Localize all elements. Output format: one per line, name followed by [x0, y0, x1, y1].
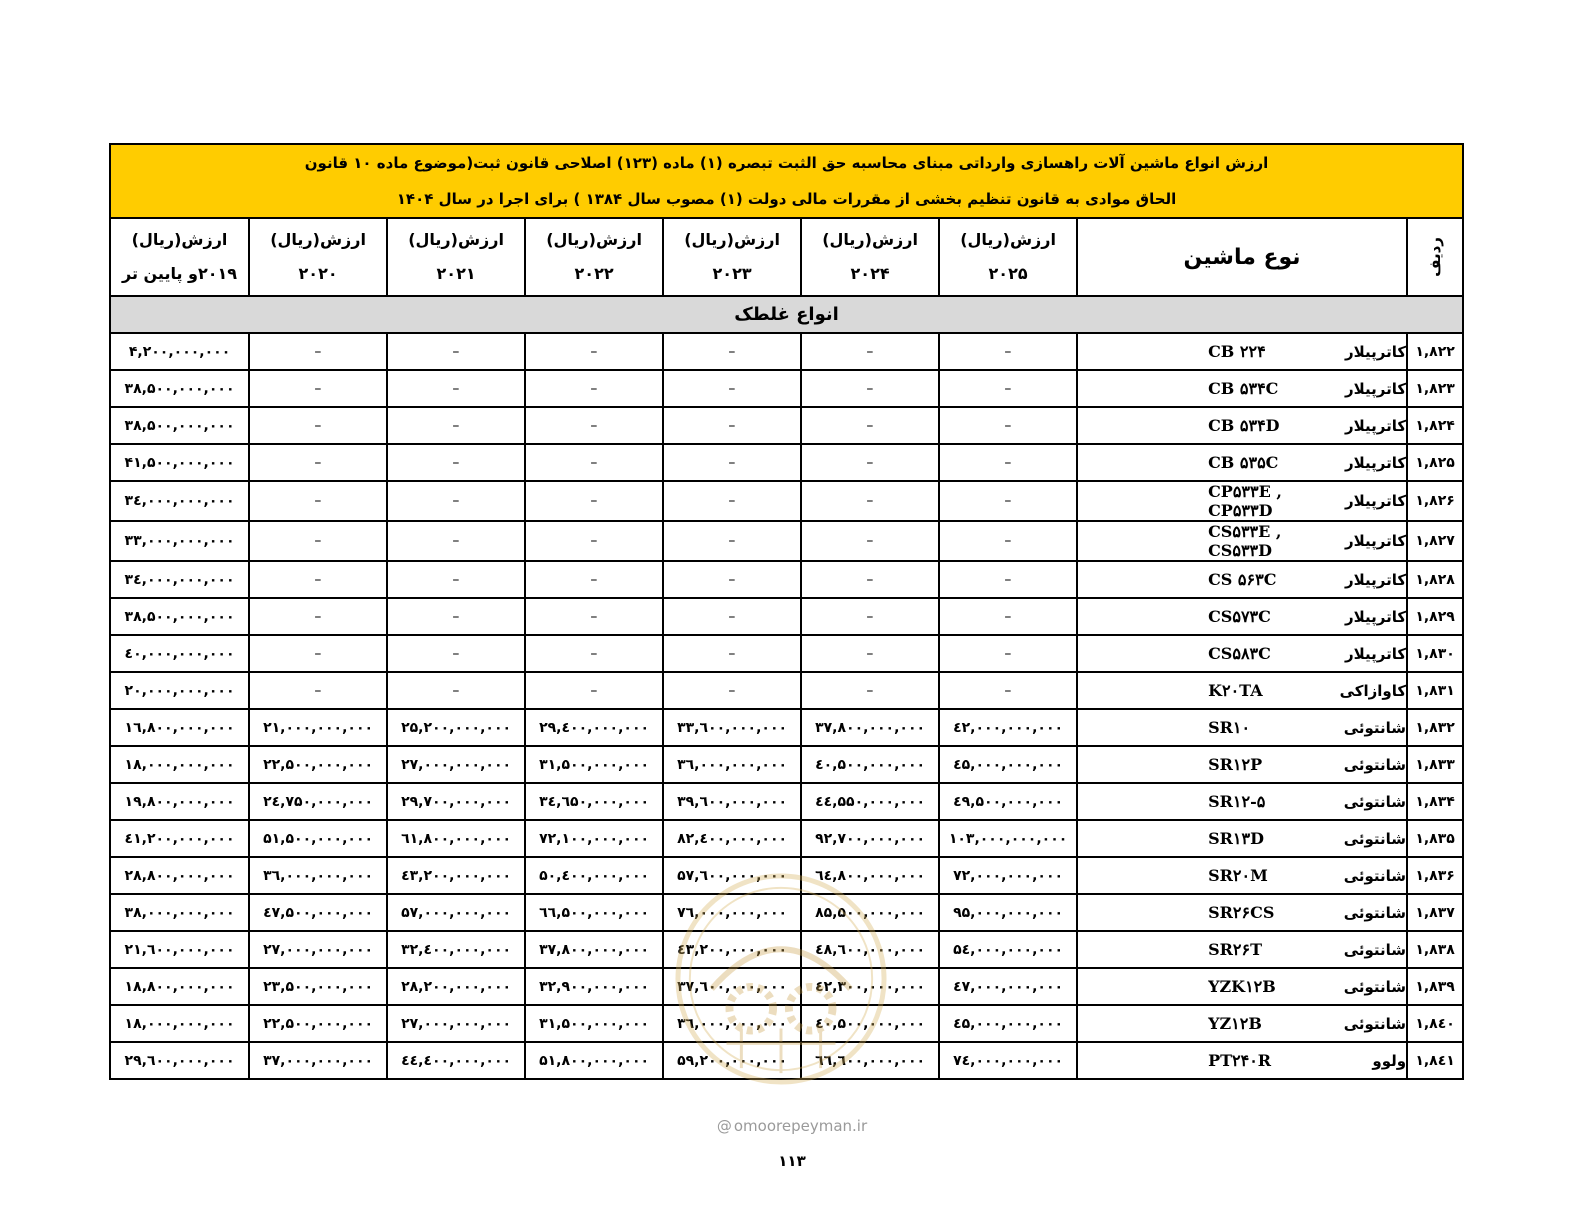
value-cell: – [387, 598, 525, 635]
brand-name: کاوازاکی [1339, 681, 1407, 700]
table-row [110, 444, 1463, 481]
value-cell: – [939, 561, 1077, 598]
value-cell: ۳٤,٦۵۰,۰۰۰,۰۰۰ [525, 783, 663, 820]
table-row [110, 521, 1463, 561]
value-cell: ۳۳,۰۰۰,۰۰۰,۰۰۰ [110, 521, 249, 561]
section-title: انواع غلطک [110, 296, 1463, 333]
value-cell: ۱۸,۰۰۰,۰۰۰,۰۰۰ [110, 746, 249, 783]
value-cell: ۲۲,۵۰۰,۰۰۰,۰۰۰ [249, 1005, 387, 1042]
row-number: ۱,۸۲۸ [1407, 561, 1463, 598]
machine-cell [1077, 444, 1407, 481]
value-cell: ۳۲,۹۰۰,۰۰۰,۰۰۰ [525, 968, 663, 1005]
row-number: ۱,۸۳۲ [1407, 709, 1463, 746]
value-cell: – [525, 370, 663, 407]
machine-cell [1077, 931, 1407, 968]
table-row [110, 481, 1463, 521]
brand-name: شانتوئی [1343, 829, 1407, 848]
year-header: ارزش(ریال) ۲۰۲۲ [525, 218, 663, 296]
machine-cell [1077, 857, 1407, 894]
value-cell: ۷۲,۱۰۰,۰۰۰,۰۰۰ [525, 820, 663, 857]
value-cell: ٤۹,۵۰۰,۰۰۰,۰۰۰ [939, 783, 1077, 820]
value-cell: – [939, 672, 1077, 709]
year-header: ارزش(ریال) ۲۰۲۰ [249, 218, 387, 296]
brand-name: کاترپیلار [1344, 379, 1407, 398]
value-cell: ٤۰,۵۰۰,۰۰۰,۰۰۰ [801, 1005, 939, 1042]
value-cell: – [663, 635, 801, 672]
brand-name: کاترپیلار [1344, 570, 1407, 589]
value-cell: ٤۰,۰۰۰,۰۰۰,۰۰۰ [110, 635, 249, 672]
value-cell: – [387, 444, 525, 481]
value-cell: – [939, 635, 1077, 672]
value-cell: ۵۱,۵۰۰,۰۰۰,۰۰۰ [249, 820, 387, 857]
value-cell: ٦۱,۸۰۰,۰۰۰,۰۰۰ [387, 820, 525, 857]
value-cell: ۳۷,۸۰۰,۰۰۰,۰۰۰ [801, 709, 939, 746]
value-cell: – [939, 370, 1077, 407]
value-cell: – [525, 521, 663, 561]
value-cell: ۳۹,٦۰۰,۰۰۰,۰۰۰ [663, 783, 801, 820]
radif-header: ردیف [1407, 218, 1463, 296]
title-line-2: الحاق موادی به قانون تنظیم بخشی از مقررات مالی دولت (۱) مصوب سال ۱۳۸۴ ) برای اجرا در سال ۱۴۰۴ [396, 190, 1177, 208]
value-cell: – [663, 672, 801, 709]
machine-cell [1077, 746, 1407, 783]
value-cell: ۳۷,۰۰۰,۰۰۰,۰۰۰ [249, 1042, 387, 1079]
value-cell: – [525, 672, 663, 709]
machine-cell [1077, 521, 1407, 561]
machine-cell [1077, 407, 1407, 444]
value-cell: – [387, 561, 525, 598]
page-number: ۱۱۳ [778, 1152, 806, 1170]
machine-cell [1077, 481, 1407, 521]
value-cell: ۲۳,۵۰۰,۰۰۰,۰۰۰ [249, 968, 387, 1005]
value-cell: ۷۲,۰۰۰,۰۰۰,۰۰۰ [939, 857, 1077, 894]
row-number: ۱,۸۲۶ [1407, 481, 1463, 521]
table-row [110, 894, 1463, 931]
row-number: ۱,۸۳۹ [1407, 968, 1463, 1005]
brand-name: کاترپیلار [1344, 453, 1407, 472]
machine-cell [1077, 333, 1407, 370]
year-header: ارزش(ریال) ۲۰۲۱ [387, 218, 525, 296]
value-cell: – [249, 481, 387, 521]
machine-cell [1077, 968, 1407, 1005]
value-cell: ۲۰,۰۰۰,۰۰۰,۰۰۰ [110, 672, 249, 709]
model-name: SR۲۶T [1208, 940, 1263, 959]
value-cell: ۲۸,۸۰۰,۰۰۰,۰۰۰ [110, 857, 249, 894]
value-cell: – [801, 672, 939, 709]
value-cell: ۱۰۳,۰۰۰,۰۰۰,۰۰۰ [939, 820, 1077, 857]
model-name: SR۱۲-۵ [1208, 792, 1266, 811]
machine-cell [1077, 598, 1407, 635]
row-number: ۱,۸۲۲ [1407, 333, 1463, 370]
model-name: SR۱۳D [1208, 829, 1264, 848]
machine-cell [1077, 370, 1407, 407]
value-cell: – [387, 635, 525, 672]
value-cell: – [939, 444, 1077, 481]
model-name: K۲۰TA [1208, 681, 1263, 700]
value-cell: – [249, 635, 387, 672]
model-name: CS۵۸۳C [1208, 644, 1271, 663]
value-cell: – [939, 481, 1077, 521]
value-cell: – [249, 370, 387, 407]
value-cell: ۲۷,۰۰۰,۰۰۰,۰۰۰ [387, 1005, 525, 1042]
value-cell: ٤۳,۲۰۰,۰۰۰,۰۰۰ [387, 857, 525, 894]
value-cell: – [387, 672, 525, 709]
value-cell: – [801, 561, 939, 598]
value-cell: ۳٦,۰۰۰,۰۰۰,۰۰۰ [663, 746, 801, 783]
value-cell: ۲۲,۵۰۰,۰۰۰,۰۰۰ [249, 746, 387, 783]
value-cell: ٤۵,۰۰۰,۰۰۰,۰۰۰ [939, 1005, 1077, 1042]
value-cell: ۳۳,٦۰۰,۰۰۰,۰۰۰ [663, 709, 801, 746]
row-number: ۱,۸۲۵ [1407, 444, 1463, 481]
value-cell: ۱۸,۸۰۰,۰۰۰,۰۰۰ [110, 968, 249, 1005]
value-cell: ۵۹,۲۰۰,۰۰۰,۰۰۰ [663, 1042, 801, 1079]
table-row [110, 333, 1463, 370]
value-cell: – [801, 370, 939, 407]
row-number: ۱,۸۳۶ [1407, 857, 1463, 894]
row-number: ۱,۸۳۸ [1407, 931, 1463, 968]
value-cell: – [801, 598, 939, 635]
value-cell: – [525, 598, 663, 635]
value-cell: – [801, 407, 939, 444]
value-cell: ۲۱,٦۰۰,۰۰۰,۰۰۰ [110, 931, 249, 968]
machine-cell [1077, 672, 1407, 709]
table-row [110, 857, 1463, 894]
value-cell: ٤۱,۲۰۰,۰۰۰,۰۰۰ [110, 820, 249, 857]
row-number: ۱,۸٤۱ [1407, 1042, 1463, 1079]
machine-cell [1077, 709, 1407, 746]
value-cell: ٤۷,۵۰۰,۰۰۰,۰۰۰ [249, 894, 387, 931]
value-cell: ۱۸,۰۰۰,۰۰۰,۰۰۰ [110, 1005, 249, 1042]
value-cell: ۳۸,۰۰۰,۰۰۰,۰۰۰ [110, 894, 249, 931]
valuation-table [109, 143, 1464, 1080]
value-cell: ٦٦,۵۰۰,۰۰۰,۰۰۰ [525, 894, 663, 931]
machine-cell [1077, 783, 1407, 820]
value-cell: – [525, 407, 663, 444]
row-number: ۱,۸۳۱ [1407, 672, 1463, 709]
table-row [110, 968, 1463, 1005]
value-cell: – [939, 407, 1077, 444]
value-cell: – [525, 481, 663, 521]
value-cell: ۹۲,۷۰۰,۰۰۰,۰۰۰ [801, 820, 939, 857]
row-number: ۱,۸۳۴ [1407, 783, 1463, 820]
value-cell: ٤۵,۰۰۰,۰۰۰,۰۰۰ [939, 746, 1077, 783]
brand-name: کاترپیلار [1344, 644, 1407, 663]
row-number: ۱,۸۲۹ [1407, 598, 1463, 635]
machine-cell [1077, 1042, 1407, 1079]
value-cell: ۲٤,۷۵۰,۰۰۰,۰۰۰ [249, 783, 387, 820]
value-cell: ۲۷,۰۰۰,۰۰۰,۰۰۰ [387, 746, 525, 783]
table-row [110, 1005, 1463, 1042]
row-number: ۱,۸۳۰ [1407, 635, 1463, 672]
value-cell: – [387, 407, 525, 444]
value-cell: – [663, 598, 801, 635]
value-cell: – [387, 481, 525, 521]
brand-name: کاترپیلار [1344, 532, 1407, 550]
value-cell: – [801, 635, 939, 672]
value-cell: ۳۸,۵۰۰,۰۰۰,۰۰۰ [110, 407, 249, 444]
value-cell: – [663, 333, 801, 370]
value-cell: – [663, 407, 801, 444]
value-cell: ۵۷,٦۰۰,۰۰۰,۰۰۰ [663, 857, 801, 894]
value-cell: ۵۷,۰۰۰,۰۰۰,۰۰۰ [387, 894, 525, 931]
value-cell: ۷٤,۰۰۰,۰۰۰,۰۰۰ [939, 1042, 1077, 1079]
title-line-1: ارزش انواع ماشین آلات راهسازی وارداتی مبنای محاسبه حق الثبت تبصره (۱) ماده (۱۲۳) اصلاحی قانون ثبت(موضوع ماده ۱۰ قانون [304, 154, 1269, 172]
value-cell: ۲۱,۰۰۰,۰۰۰,۰۰۰ [249, 709, 387, 746]
row-number: ۱,۸۳۷ [1407, 894, 1463, 931]
table-row [110, 746, 1463, 783]
table-row [110, 931, 1463, 968]
section-row [110, 296, 1463, 333]
year-header: ارزش(ریال) ۲۰۲۵ [939, 218, 1077, 296]
value-cell: ٦٦,٦۰۰,۰۰۰,۰۰۰ [801, 1042, 939, 1079]
model-name: CS ۵۶۳C [1208, 570, 1277, 589]
value-cell: – [663, 561, 801, 598]
brand-name: کاترپیلار [1344, 416, 1407, 435]
model-name: SR۲۰M [1208, 866, 1268, 885]
value-cell: ٤۸,٦۰۰,۰۰۰,۰۰۰ [801, 931, 939, 968]
value-cell: ۱٦,۸۰۰,۰۰۰,۰۰۰ [110, 709, 249, 746]
value-cell: – [939, 521, 1077, 561]
machine-cell [1077, 635, 1407, 672]
value-cell: ۲۷,۰۰۰,۰۰۰,۰۰۰ [249, 931, 387, 968]
table-row [110, 561, 1463, 598]
year-header: ارزش(ریال) ۲۰۲۴ [801, 218, 939, 296]
machine-cell [1077, 561, 1407, 598]
value-cell: ٤۰,۵۰۰,۰۰۰,۰۰۰ [801, 746, 939, 783]
brand-name: شانتوئی [1343, 1014, 1407, 1033]
value-cell: ۲۸,۲۰۰,۰۰۰,۰۰۰ [387, 968, 525, 1005]
model-name: SR۲۶CS [1208, 903, 1275, 922]
model-name: CB ۵۳۵C [1208, 453, 1279, 472]
value-cell: ٦٤,۸۰۰,۰۰۰,۰۰۰ [801, 857, 939, 894]
value-cell: ۳۱,۵۰۰,۰۰۰,۰۰۰ [525, 1005, 663, 1042]
value-cell: ٤۲,۳۰۰,۰۰۰,۰۰۰ [801, 968, 939, 1005]
table-row [110, 407, 1463, 444]
table-row [110, 783, 1463, 820]
brand-name: شانتوئی [1343, 792, 1407, 811]
value-cell: – [249, 444, 387, 481]
website-text: omoorepeyman.ir [733, 1117, 868, 1135]
value-cell: – [525, 635, 663, 672]
row-number: ۱,۸۳۳ [1407, 746, 1463, 783]
value-cell: – [525, 333, 663, 370]
value-cell: – [249, 561, 387, 598]
value-cell: ۳۲,٤۰۰,۰۰۰,۰۰۰ [387, 931, 525, 968]
value-cell: – [801, 333, 939, 370]
row-number: ۱,۸۲۷ [1407, 521, 1463, 561]
model-name: CB ۵۳۴C [1208, 379, 1279, 398]
value-cell: – [249, 598, 387, 635]
row-number: ۱,۸۲۳ [1407, 370, 1463, 407]
value-cell: – [663, 370, 801, 407]
year-header: ارزش(ریال) ۲۰۲۳ [663, 218, 801, 296]
value-cell: – [939, 333, 1077, 370]
table-row [110, 370, 1463, 407]
value-cell: ۳۱,۵۰۰,۰۰۰,۰۰۰ [525, 746, 663, 783]
brand-name: کاترپیلار [1344, 342, 1407, 361]
value-cell: ۳۷,۸۰۰,۰۰۰,۰۰۰ [525, 931, 663, 968]
table-row [110, 672, 1463, 709]
brand-name: شانتوئی [1343, 718, 1407, 737]
value-cell: ۳٤,۰۰۰,۰۰۰,۰۰۰ [110, 561, 249, 598]
value-cell: – [387, 521, 525, 561]
brand-name: شانتوئی [1343, 755, 1407, 774]
value-cell: ۲۹,۷۰۰,۰۰۰,۰۰۰ [387, 783, 525, 820]
value-cell: ۴,۲۰۰,۰۰۰,۰۰۰ [110, 333, 249, 370]
value-cell: – [249, 521, 387, 561]
value-cell: – [663, 444, 801, 481]
value-cell: ٤۷,۰۰۰,۰۰۰,۰۰۰ [939, 968, 1077, 1005]
brand-name: شانتوئی [1343, 866, 1407, 885]
model-name: CB ۵۳۴D [1208, 416, 1280, 435]
value-cell: ۲۹,٦۰۰,۰۰۰,۰۰۰ [110, 1042, 249, 1079]
value-cell: – [939, 598, 1077, 635]
brand-name: شانتوئی [1343, 977, 1407, 996]
machine-type-header: نوع ماشین [1077, 218, 1407, 296]
model-name: PT۲۴۰R [1208, 1051, 1272, 1070]
value-cell: ۳٤,۰۰۰,۰۰۰,۰۰۰ [110, 481, 249, 521]
website-footer [0, 1117, 1584, 1135]
value-cell: ۳٦,۰۰۰,۰۰۰,۰۰۰ [663, 1005, 801, 1042]
model-name: YZK۱۲B [1208, 977, 1276, 996]
value-cell: – [801, 481, 939, 521]
model-name: CP۵۳۳E , CP۵۳۳D [1208, 482, 1282, 520]
year-header: ارزش(ریال) ۲۰۱۹و پایین تر [110, 218, 249, 296]
value-cell: ۵۱,۸۰۰,۰۰۰,۰۰۰ [525, 1042, 663, 1079]
header-row [110, 218, 1463, 296]
table-row [110, 709, 1463, 746]
value-cell: ۹۵,۰۰۰,۰۰۰,۰۰۰ [939, 894, 1077, 931]
value-cell: ٤٤,۵۵۰,۰۰۰,۰۰۰ [801, 783, 939, 820]
value-cell: – [663, 521, 801, 561]
model-name: SR۱۰ [1208, 718, 1251, 737]
value-cell: ٤۲,۰۰۰,۰۰۰,۰۰۰ [939, 709, 1077, 746]
machine-cell [1077, 1005, 1407, 1042]
row-number: ۱,۸۲۴ [1407, 407, 1463, 444]
value-cell: ۳۷,٦۰۰,۰۰۰,۰۰۰ [663, 968, 801, 1005]
brand-name: کاترپیلار [1344, 492, 1407, 510]
model-name: SR۱۲P [1208, 755, 1263, 774]
value-cell: ۸۲,٤۰۰,۰۰۰,۰۰۰ [663, 820, 801, 857]
value-cell: ۸۵,۵۰۰,۰۰۰,۰۰۰ [801, 894, 939, 931]
machine-cell [1077, 820, 1407, 857]
brand-name: ولوو [1372, 1051, 1407, 1070]
table-title [110, 144, 1463, 218]
value-cell: ۵۰,٤۰۰,۰۰۰,۰۰۰ [525, 857, 663, 894]
table-row [110, 598, 1463, 635]
model-name: CB ۲۲۴ [1208, 342, 1266, 361]
value-cell: – [249, 672, 387, 709]
value-cell: ۳۸,۵۰۰,۰۰۰,۰۰۰ [110, 598, 249, 635]
model-name: CS۵۷۳C [1208, 607, 1271, 626]
value-cell: ۱۹,۸۰۰,۰۰۰,۰۰۰ [110, 783, 249, 820]
table-row [110, 820, 1463, 857]
at-sign-icon: @ [716, 1117, 732, 1135]
value-cell: – [801, 521, 939, 561]
value-cell: ۲۹,٤۰۰,۰۰۰,۰۰۰ [525, 709, 663, 746]
value-cell: – [801, 444, 939, 481]
brand-name: شانتوئی [1343, 903, 1407, 922]
brand-name: شانتوئی [1343, 940, 1407, 959]
brand-name: کاترپیلار [1344, 607, 1407, 626]
value-cell: ٤٤,٤۰۰,۰۰۰,۰۰۰ [387, 1042, 525, 1079]
value-cell: ٤۳,۲۰۰,۰۰۰,۰۰۰ [663, 931, 801, 968]
value-cell: – [663, 481, 801, 521]
value-cell: ۳٦,۰۰۰,۰۰۰,۰۰۰ [249, 857, 387, 894]
table-row [110, 635, 1463, 672]
value-cell: – [525, 444, 663, 481]
model-name: CS۵۳۳E , CS۵۳۳D [1208, 522, 1282, 560]
machine-cell [1077, 894, 1407, 931]
value-cell: – [387, 370, 525, 407]
row-number: ۱,۸۳۵ [1407, 820, 1463, 857]
row-number: ۱,۸٤۰ [1407, 1005, 1463, 1042]
value-cell: – [525, 561, 663, 598]
value-cell: ۲۵,۲۰۰,۰۰۰,۰۰۰ [387, 709, 525, 746]
value-cell: – [249, 333, 387, 370]
value-cell: ۴۱,۵۰۰,۰۰۰,۰۰۰ [110, 444, 249, 481]
model-name: YZ۱۲B [1208, 1014, 1262, 1033]
table-row [110, 1042, 1463, 1079]
value-cell: – [249, 407, 387, 444]
value-cell: ۷٦,۰۰۰,۰۰۰,۰۰۰ [663, 894, 801, 931]
value-cell: ۳۸,۵۰۰,۰۰۰,۰۰۰ [110, 370, 249, 407]
value-cell: ۵٤,۰۰۰,۰۰۰,۰۰۰ [939, 931, 1077, 968]
value-cell: – [387, 333, 525, 370]
